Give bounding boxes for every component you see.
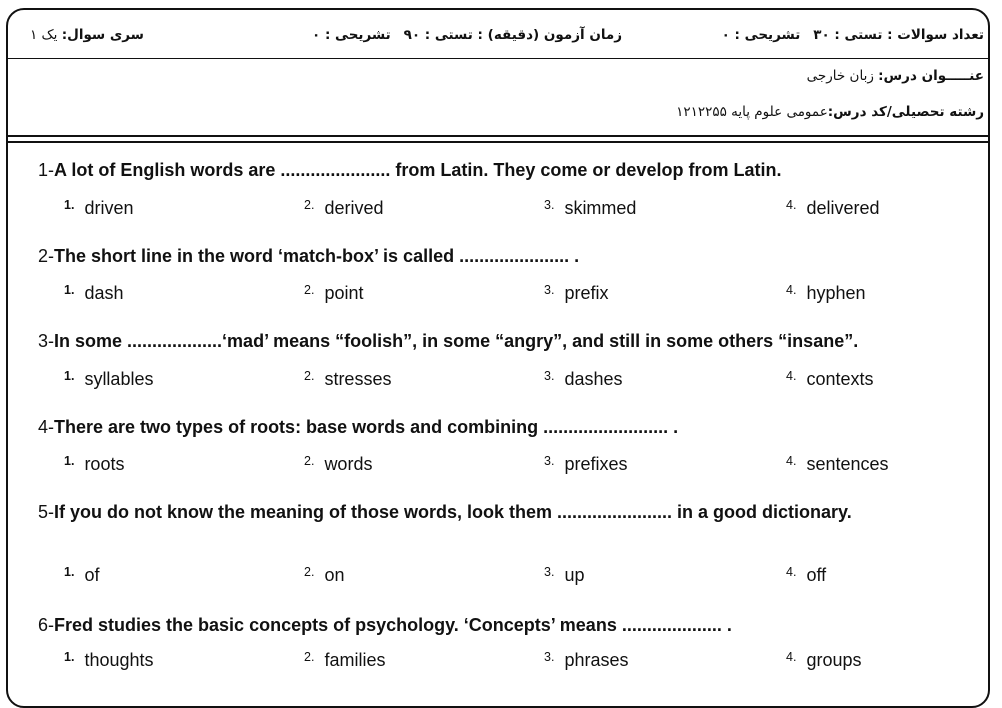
answer-option[interactable] bbox=[786, 650, 861, 671]
course-title: عنـــــوان درس: زبان خارجی bbox=[806, 68, 984, 84]
answer-option[interactable] bbox=[786, 369, 873, 390]
option-number: 2. bbox=[304, 198, 315, 212]
answer-option[interactable] bbox=[304, 369, 391, 390]
answer-option[interactable] bbox=[304, 283, 363, 304]
exam-time: زمان آزمون (دقیقه) : تستی : ۹۰ تشریحی : ۰ bbox=[312, 27, 623, 43]
option-text: stresses bbox=[324, 369, 392, 389]
question-stem bbox=[38, 615, 732, 636]
answer-option[interactable] bbox=[786, 198, 879, 219]
option-text: words bbox=[324, 454, 373, 474]
option-text: derived bbox=[324, 198, 384, 218]
answer-option[interactable] bbox=[64, 369, 153, 390]
option-number: 1. bbox=[64, 565, 75, 579]
header-bottom-rule-2 bbox=[8, 141, 988, 143]
question-number: 1- bbox=[38, 160, 55, 180]
option-text: phrases bbox=[564, 650, 629, 670]
header-bottom-rule bbox=[8, 135, 988, 137]
option-text: syllables bbox=[84, 369, 154, 389]
answer-option[interactable] bbox=[786, 283, 866, 304]
question-stem bbox=[38, 246, 579, 267]
answer-option[interactable] bbox=[304, 454, 372, 475]
option-text: contexts bbox=[806, 369, 874, 389]
option-number: 1. bbox=[64, 198, 75, 212]
option-number: 3. bbox=[544, 198, 555, 212]
option-text: driven bbox=[84, 198, 134, 218]
option-number: 2. bbox=[304, 283, 315, 297]
option-number: 1. bbox=[64, 283, 75, 297]
question-number: 4- bbox=[38, 417, 55, 437]
answer-option[interactable] bbox=[304, 565, 344, 586]
option-number: 4. bbox=[786, 283, 797, 297]
option-number: 4. bbox=[786, 454, 797, 468]
option-number: 3. bbox=[544, 283, 555, 297]
question-number: 5- bbox=[38, 502, 55, 522]
option-number: 3. bbox=[544, 565, 555, 579]
answer-option[interactable] bbox=[64, 283, 123, 304]
option-text: of bbox=[84, 565, 100, 585]
option-number: 1. bbox=[64, 454, 75, 468]
question-text: A lot of English words are ...................... from Latin. They come or develop from Latin. bbox=[54, 160, 782, 180]
option-text: thoughts bbox=[84, 650, 154, 670]
answer-option[interactable] bbox=[544, 198, 636, 219]
option-text: prefixes bbox=[564, 454, 628, 474]
option-number: 1. bbox=[64, 650, 75, 664]
option-number: 3. bbox=[544, 369, 555, 383]
question-stem bbox=[38, 417, 678, 438]
field-and-course-code: رشته تحصیلی/کد درس:عمومی علوم پایه ۱۲۱۲۲۵۵ bbox=[676, 104, 984, 120]
option-text: prefix bbox=[564, 283, 609, 303]
option-number: 2. bbox=[304, 454, 315, 468]
answer-option[interactable] bbox=[304, 198, 383, 219]
question-number: 3- bbox=[38, 331, 55, 351]
option-number: 4. bbox=[786, 565, 797, 579]
header-divider bbox=[8, 58, 988, 59]
question-stem bbox=[38, 502, 852, 523]
option-text: on bbox=[324, 565, 345, 585]
answer-option[interactable] bbox=[64, 650, 154, 671]
option-text: delivered bbox=[806, 198, 880, 218]
answer-option[interactable] bbox=[544, 283, 608, 304]
question-text: There are two types of roots: base words and combining ......................... . bbox=[54, 417, 679, 437]
option-number: 2. bbox=[304, 369, 315, 383]
question-number: 2- bbox=[38, 246, 55, 266]
answer-option[interactable] bbox=[544, 650, 628, 671]
answer-option[interactable] bbox=[786, 454, 889, 475]
option-number: 2. bbox=[304, 650, 315, 664]
option-text: roots bbox=[84, 454, 125, 474]
option-number: 2. bbox=[304, 565, 315, 579]
option-text: families bbox=[324, 650, 386, 670]
option-text: sentences bbox=[806, 454, 889, 474]
question-text: In some ...................‘mad’ means “foolish”, in some “angry”, and still in some others “insane”. bbox=[54, 331, 859, 351]
question-text: Fred studies the basic concepts of psychology. ‘Concepts’ means .................... . bbox=[54, 615, 732, 635]
answer-option[interactable] bbox=[304, 650, 385, 671]
option-text: groups bbox=[806, 650, 862, 670]
option-text: point bbox=[324, 283, 364, 303]
answer-option[interactable] bbox=[544, 565, 584, 586]
answer-option[interactable] bbox=[64, 565, 99, 586]
answer-option[interactable] bbox=[544, 454, 627, 475]
option-text: up bbox=[564, 565, 585, 585]
option-number: 3. bbox=[544, 650, 555, 664]
option-text: dashes bbox=[564, 369, 623, 389]
option-text: off bbox=[806, 565, 827, 585]
answer-option[interactable] bbox=[64, 454, 124, 475]
option-number: 3. bbox=[544, 454, 555, 468]
option-number: 4. bbox=[786, 650, 797, 664]
question-text: The short line in the word ‘match-box’ is called ...................... . bbox=[54, 246, 580, 266]
option-text: hyphen bbox=[806, 283, 866, 303]
answer-option[interactable] bbox=[544, 369, 622, 390]
question-count: تعداد سوالات : تستی : ۳۰ تشریحی : ۰ bbox=[721, 27, 984, 43]
option-text: skimmed bbox=[564, 198, 637, 218]
question-text: If you do not know the meaning of those words, look them ....................... in a good dictionary. bbox=[54, 502, 852, 522]
option-number: 4. bbox=[786, 369, 797, 383]
question-stem bbox=[38, 331, 858, 352]
question-series: سری سوال: یک ۱ bbox=[30, 27, 144, 43]
option-number: 1. bbox=[64, 369, 75, 383]
option-number: 4. bbox=[786, 198, 797, 212]
option-text: dash bbox=[84, 283, 124, 303]
question-number: 6- bbox=[38, 615, 55, 635]
answer-option[interactable] bbox=[64, 198, 133, 219]
question-stem bbox=[38, 160, 781, 181]
answer-option[interactable] bbox=[786, 565, 826, 586]
